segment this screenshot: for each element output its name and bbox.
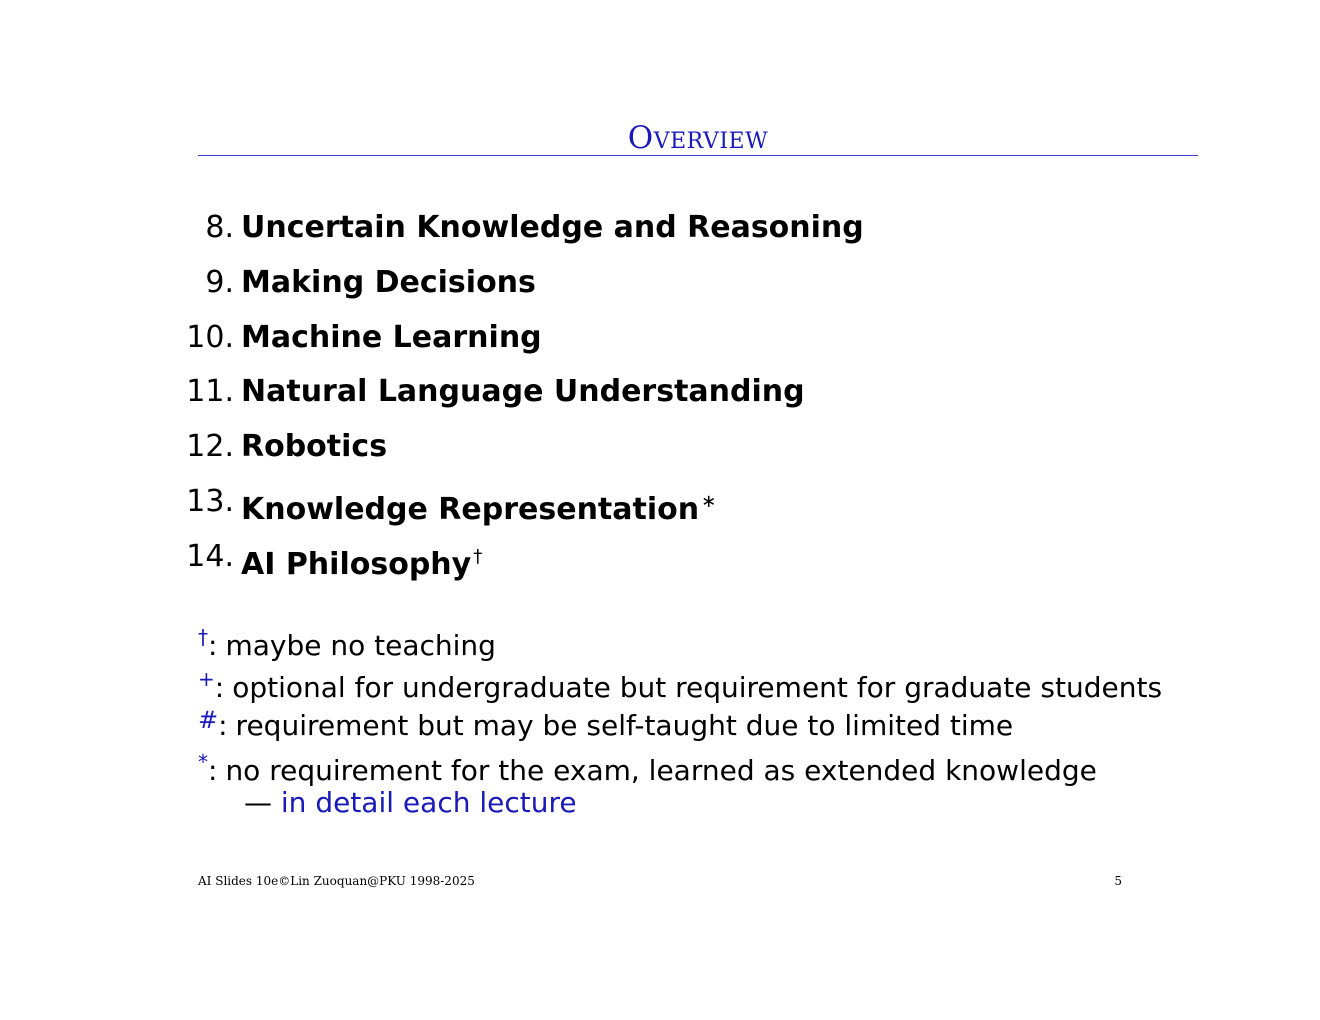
detail-link[interactable]: in detail each lecture	[280, 786, 577, 820]
topic-label-text: Uncertain Knowledge and Reasoning	[241, 210, 864, 245]
dagger-mark: †	[473, 545, 483, 567]
note-text: requirement but may be self-taught due to limited time	[235, 709, 1014, 743]
note-colon: :	[218, 709, 228, 743]
note-text: optional for undergraduate but requirement for graduate students	[232, 670, 1163, 704]
topic-label	[241, 204, 864, 252]
topic-number: 10.	[186, 319, 234, 355]
note-dagger	[198, 616, 1162, 662]
asterisk-mark: ∗	[701, 490, 717, 512]
topic-label-text: Natural Language Understanding	[241, 374, 805, 410]
note-text: maybe no teaching	[225, 629, 496, 662]
topic-label-text: Machine Learning	[241, 319, 542, 355]
note-plus	[198, 658, 1163, 704]
topic-label-text: Making Decisions	[241, 264, 536, 300]
topic-number: 12.	[186, 429, 234, 465]
note-text: no requirement for the exam, learned as extended knowledge	[225, 753, 1097, 787]
note-symbol: +	[198, 666, 215, 691]
detail-line	[198, 782, 1162, 824]
topic-number: 8.	[205, 210, 234, 245]
note-colon: :	[208, 629, 218, 662]
topic-label	[241, 314, 542, 362]
note-hash	[198, 699, 1162, 741]
note-symbol: †	[198, 625, 208, 649]
topic-label-text: AI Philosophy	[241, 546, 472, 582]
topic-number: 14.	[186, 538, 234, 574]
footer-credit: AI Slides 10e©Lin Zuoquan@PKU 1998-2025	[198, 874, 475, 888]
slide-title: Overview	[627, 120, 769, 156]
page-number: 5	[1114, 874, 1122, 888]
topic-label	[241, 368, 805, 416]
topic-label	[241, 533, 482, 589]
topic-number: 11.	[186, 374, 234, 410]
topic-label-text: Robotics	[241, 429, 388, 465]
topic-label	[241, 478, 716, 534]
topic-label-text: Knowledge Representation	[241, 491, 700, 527]
title-rule	[198, 155, 1198, 156]
note-star	[198, 741, 1162, 787]
topic-label	[241, 423, 387, 471]
legend-notes	[198, 616, 1162, 824]
note-symbol: #	[198, 706, 219, 735]
note-colon: :	[208, 753, 218, 787]
note-colon: :	[214, 670, 225, 704]
topic-label	[241, 259, 536, 307]
em-dash: —	[244, 786, 272, 820]
topic-number: 13.	[186, 483, 234, 519]
note-symbol: *	[198, 749, 208, 774]
topic-number: 9.	[205, 264, 234, 300]
